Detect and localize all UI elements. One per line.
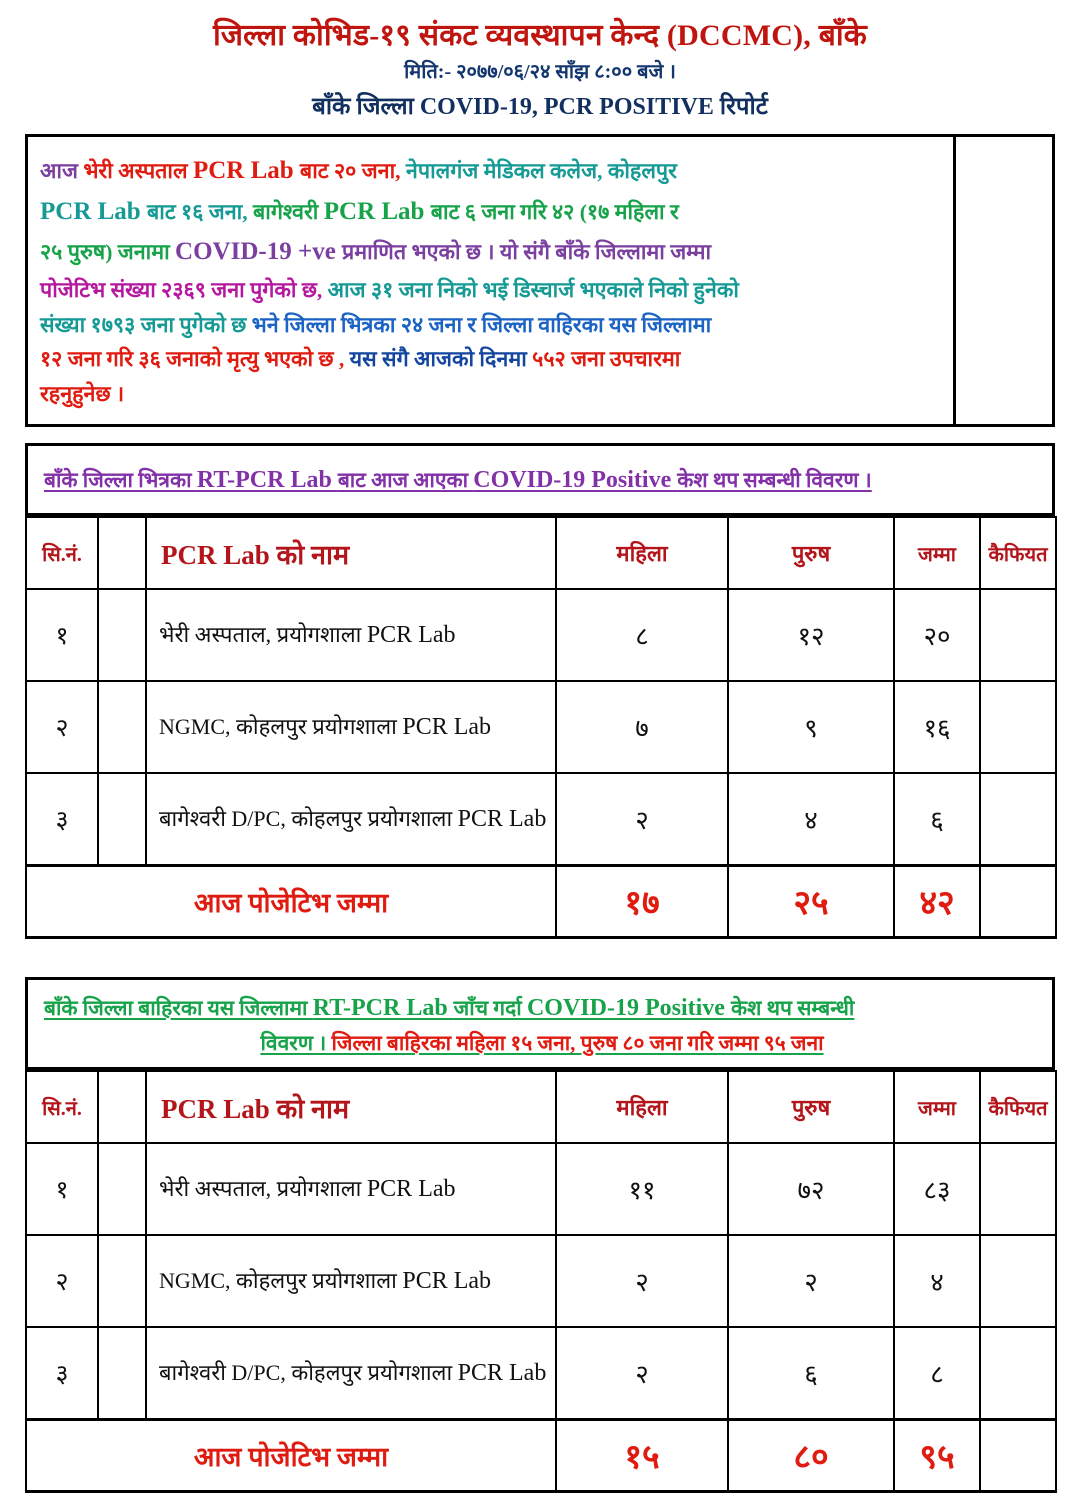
narrative-text-cell — [28, 137, 956, 424]
section2-head-c: जाँच गर्दा — [453, 995, 527, 1020]
total-female: १५ — [556, 1419, 728, 1491]
narrative-l4-b: आज ३१ जना निको भई डिस्चार्ज भएकाले निको हुनेको — [327, 277, 739, 302]
row-male: ४ — [728, 773, 894, 865]
narrative-l1-a: आज — [40, 159, 84, 184]
narrative-side-empty-cell — [956, 137, 1052, 424]
narrative-line-2 — [40, 192, 943, 233]
narrative-l2-e: बाट ६ जना गरि ४२ (१७ महिला र — [430, 199, 679, 224]
table-row — [26, 1235, 1056, 1327]
section2-heading-text — [44, 990, 1040, 1027]
section2-head-e: केश थप सम्बन्धी — [730, 995, 855, 1020]
col-header-male: पुरुष — [728, 517, 894, 589]
table-row — [26, 1327, 1056, 1419]
narrative-l2-a: PCR Lab — [40, 197, 147, 225]
row-total: २० — [894, 589, 980, 681]
row-male: १२ — [728, 589, 894, 681]
row-female: २ — [556, 1235, 728, 1327]
narrative-l2-c: बागेश्वरी — [252, 199, 324, 224]
col-header-remarks: कैफियत — [980, 517, 1056, 589]
row-female: ११ — [556, 1143, 728, 1235]
report-subtitle — [0, 93, 1080, 122]
row-sn: ३ — [26, 773, 98, 865]
narrative-line-5 — [40, 308, 943, 343]
total-female: १७ — [556, 865, 728, 937]
table-row — [26, 773, 1056, 865]
narrative-l2-b: बाट १६ जना, — [146, 199, 253, 224]
section2-head-a: बाँके जिल्ला बाहिरका यस जिल्लामा — [44, 995, 313, 1020]
row-spacer — [98, 589, 146, 681]
row-sn: २ — [26, 1235, 98, 1327]
row-lab-np: NGMC, कोहलपुर प्रयोगशाला — [159, 1268, 403, 1294]
row-sn: १ — [26, 589, 98, 681]
document-header — [0, 0, 1080, 122]
section1-head-c: बाट आज आएका — [337, 468, 474, 492]
row-female: २ — [556, 773, 728, 865]
col-header-female: महिला — [556, 517, 728, 589]
section1-header-row — [26, 517, 1056, 589]
section1-table — [25, 516, 1057, 939]
row-remarks — [980, 589, 1056, 681]
row-female: २ — [556, 1327, 728, 1419]
row-lab-en: PCR Lab — [457, 805, 547, 832]
row-remarks — [980, 1327, 1056, 1419]
row-lab-en: PCR Lab — [457, 1360, 547, 1387]
narrative-l6-a: १२ जना गरि ३६ जनाको मृत्यु भएको छ , — [40, 347, 350, 372]
col-header-labname: PCR Lab को नाम — [146, 1071, 556, 1143]
total-label: आज पोजेटिभ जम्मा — [26, 865, 556, 937]
narrative-l3-b: COVID-19 +ve — [175, 238, 343, 266]
row-labname — [146, 1327, 556, 1419]
row-labname — [146, 773, 556, 865]
narrative-l1-c: PCR Lab — [192, 157, 300, 185]
row-lab-en: PCR Lab — [402, 714, 492, 741]
section1-heading-box — [25, 443, 1055, 516]
col-header-male: पुरुष — [728, 1071, 894, 1143]
row-remarks — [980, 773, 1056, 865]
total-male: ८० — [728, 1419, 894, 1491]
row-lab-np: बागेश्वरी D/PC, कोहलपुर प्रयोगशाला — [159, 805, 458, 831]
section2-table — [25, 1070, 1057, 1493]
row-spacer — [98, 1327, 146, 1419]
section2-total-row — [26, 1419, 1056, 1491]
row-lab-np: भेरी अस्पताल, प्रयोगशाला — [159, 1176, 367, 1202]
row-sn: ३ — [26, 1327, 98, 1419]
subtitle-prefix: बाँके जिल्ला — [312, 94, 420, 121]
row-total: ६ — [894, 773, 980, 865]
report-datetime: मिति:- २०७७/०६/२४ साँझ ८:०० बजे । — [404, 61, 676, 84]
narrative-l1-d: बाट २० जना, — [299, 159, 406, 184]
narrative-line-6 — [40, 342, 943, 377]
col-header-spacer — [98, 1071, 146, 1143]
narrative-l5-a: संख्या १७९३ जना पुगेको छ — [40, 312, 252, 337]
narrative-l1-b: भेरी अस्पताल — [83, 159, 193, 184]
narrative-line-3 — [40, 232, 943, 273]
col-header-total: जम्मा — [894, 517, 980, 589]
row-labname — [146, 589, 556, 681]
row-labname — [146, 1143, 556, 1235]
section2-heading-box — [25, 977, 1055, 1071]
row-lab-en: PCR Lab — [402, 1268, 492, 1295]
table-row — [26, 1143, 1056, 1235]
narrative-summary-box — [25, 134, 1055, 427]
subtitle-english: COVID-19, PCR POSITIVE — [419, 94, 714, 121]
row-spacer — [98, 1143, 146, 1235]
col-header-female: महिला — [556, 1071, 728, 1143]
row-male: ६ — [728, 1327, 894, 1419]
row-sn: १ — [26, 1143, 98, 1235]
row-lab-np: भेरी अस्पताल, प्रयोगशाला — [159, 622, 367, 648]
row-spacer — [98, 1235, 146, 1327]
row-spacer — [98, 773, 146, 865]
section2-heading-text-2 — [44, 1027, 1040, 1060]
row-lab-en: PCR Lab — [366, 1176, 456, 1203]
section1-heading-text — [44, 462, 1040, 499]
narrative-l5-b: भने जिल्ला भित्रका २४ जना र जिल्ला वाहिरका यस जिल्लामा — [251, 312, 712, 337]
section1-total-row — [26, 865, 1056, 937]
col-header-remarks: कैफियत — [980, 1071, 1056, 1143]
total-remarks — [980, 865, 1056, 937]
row-male: ९ — [728, 681, 894, 773]
section2-head-f: विवरण । — [260, 1030, 332, 1055]
row-total: १६ — [894, 681, 980, 773]
col-header-sn: सि.नं. — [26, 1071, 98, 1143]
narrative-l6-b: यस संगै आजको दिनमा — [349, 347, 533, 372]
total-male: २५ — [728, 865, 894, 937]
col-header-sn: सि.नं. — [26, 517, 98, 589]
narrative-l3-c: प्रमाणित भएको छ । यो संगै बाँके जिल्लामा जम्मा — [342, 240, 712, 265]
row-spacer — [98, 681, 146, 773]
page-title: जिल्ला कोभिड-१९ संकट व्यवस्थापन केन्द (DCCMC), बाँके — [212, 19, 868, 52]
narrative-l7-a: रहनुहुनेछ । — [40, 382, 125, 407]
row-sn: २ — [26, 681, 98, 773]
total-remarks — [980, 1419, 1056, 1491]
row-lab-np: NGMC, कोहलपुर प्रयोगशाला — [159, 714, 403, 740]
col-header-spacer — [98, 517, 146, 589]
table-row — [26, 681, 1056, 773]
table-row — [26, 589, 1056, 681]
narrative-l1-e: नेपालगंज मेडिकल कलेज, कोहलपुर — [405, 159, 677, 184]
col-header-total: जम्मा — [894, 1071, 980, 1143]
col-header-labname: PCR Lab को नाम — [146, 517, 556, 589]
row-lab-en: PCR Lab — [366, 622, 456, 649]
total-label: आज पोजेटिभ जम्मा — [26, 1419, 556, 1491]
narrative-line-4 — [40, 273, 943, 308]
row-total: ४ — [894, 1235, 980, 1327]
row-female: ७ — [556, 681, 728, 773]
row-female: ८ — [556, 589, 728, 681]
narrative-l3-a: २५ पुरुष) जनामा — [40, 240, 176, 265]
section1-head-e: केश थप सम्बन्धी विवरण । — [677, 468, 872, 492]
row-male: २ — [728, 1235, 894, 1327]
row-labname — [146, 681, 556, 773]
row-remarks — [980, 681, 1056, 773]
narrative-l4-a: पोजेटिभ संख्या २३६९ जना पुगेको छ, — [40, 277, 328, 302]
section2-head-d: COVID-19 Positive — [526, 994, 731, 1021]
row-lab-np: बागेश्वरी D/PC, कोहलपुर प्रयोगशाला — [159, 1360, 458, 1386]
narrative-line-1 — [40, 151, 943, 192]
row-total: ८३ — [894, 1143, 980, 1235]
total-total: ४२ — [894, 865, 980, 937]
row-remarks — [980, 1143, 1056, 1235]
row-total: ८ — [894, 1327, 980, 1419]
section1-head-d: COVID-19 Positive — [473, 467, 678, 493]
narrative-l6-c: ५५२ जना उपचारमा — [532, 347, 681, 372]
row-male: ७२ — [728, 1143, 894, 1235]
section1-head-b: RT-PCR Lab — [196, 467, 338, 493]
narrative-l2-d: PCR Lab — [323, 197, 431, 225]
narrative-line-7 — [40, 377, 943, 412]
total-total: ९५ — [894, 1419, 980, 1491]
subtitle-suffix: रिपोर्ट — [713, 94, 768, 121]
section2-head-g: जिल्ला बाहिरका महिला १५ जना, पुरुष ८० जना गरि जम्मा ९५ जना — [331, 1030, 824, 1055]
row-remarks — [980, 1235, 1056, 1327]
row-labname — [146, 1235, 556, 1327]
section1-head-a: बाँके जिल्ला भित्रका — [44, 468, 197, 492]
section2-header-row — [26, 1071, 1056, 1143]
section2-head-b: RT-PCR Lab — [312, 994, 454, 1021]
